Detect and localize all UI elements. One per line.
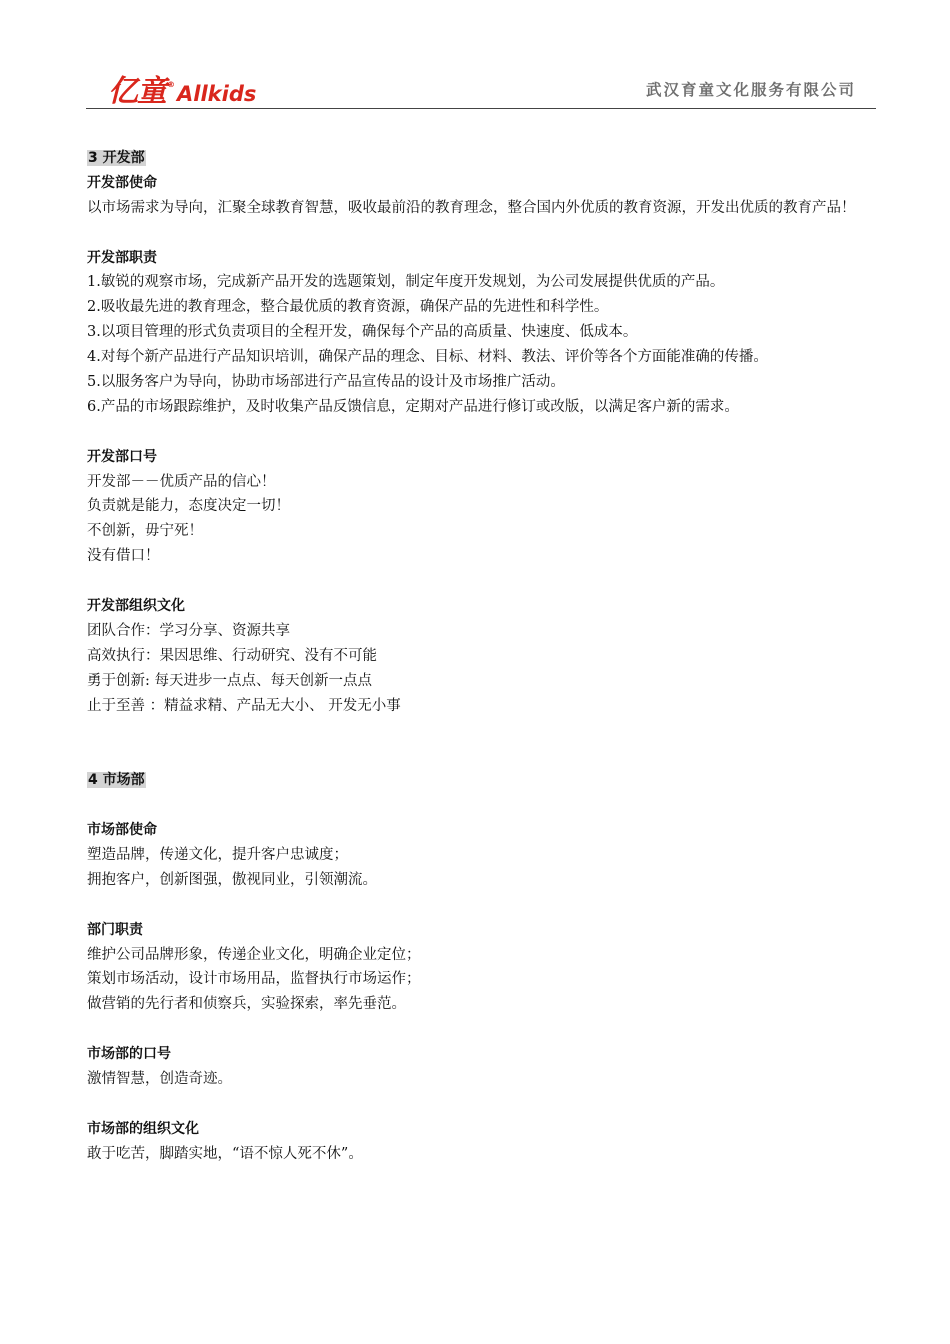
dev-slogan-item: 开发部－－优质产品的信心！ [87, 473, 276, 490]
company-name: 武汉育童文化服务有限公司 [645, 81, 856, 99]
allkids-logo [108, 66, 256, 110]
dev-duty-item: 2.吸收最先进的教育理念，整合最优质的教育资源，确保产品的先进性和科学性。 [87, 299, 609, 316]
dev-culture-item: 团队合作：学习分享、资源共享 [87, 622, 290, 639]
dev-slogan-item: 不创新，毋宁死！ [87, 523, 203, 540]
dev-duty-item: 4.对每个新产品进行产品知识培训，确保产品的理念、目标、材料、教法、评价等各个方面能准确的传播。 [87, 349, 768, 366]
mkt-mission-title: 市场部使命 [87, 822, 157, 839]
dev-duty-item: 6.产品的市场跟踪维护，及时收集产品反馈信息，定期对产品进行修订或改版，以满足客户新的需求。 [87, 398, 739, 415]
mkt-culture-text: 敢于吃苦，脚踏实地，“语不惊人死不休”。 [87, 1145, 363, 1162]
dev-slogan-item: 负责就是能力，态度决定一切！ [87, 498, 290, 515]
dev-culture-item: 高效执行：果因思维、行动研究、没有不可能 [87, 647, 377, 664]
document-body [87, 146, 877, 1167]
mkt-duty-item: 维护公司品牌形象，传递企业文化，明确企业定位； [87, 946, 421, 963]
dev-culture-title: 开发部组织文化 [87, 598, 185, 615]
mkt-culture-title: 市场部的组织文化 [87, 1120, 199, 1137]
dev-culture-item: 止于至善 ：精益求精、产品无大小、 开发无小事 [87, 697, 401, 714]
dev-duty-title: 开发部职责 [87, 249, 157, 266]
page-header [86, 64, 876, 109]
dev-mission-text: 以市场需求为导向，汇聚全球教育智慧，吸收最前沿的教育理念，整合国内外优质的教育资源，开发出优质的教育产品！ [87, 199, 856, 216]
mkt-mission-item: 塑造品牌，传递文化，提升客户忠诚度； [87, 846, 348, 863]
section-4-title: 4 市场部 [88, 772, 145, 789]
mkt-duty-item: 做营销的先行者和侦察兵，实验探索，率先垂范。 [87, 996, 406, 1013]
mkt-mission-item: 拥抱客户，创新图强，傲视同业，引领潮流。 [87, 871, 377, 888]
mkt-duty-item: 策划市场活动，设计市场用品，监督执行市场运作； [87, 971, 421, 988]
dev-duty-item: 1.敏锐的观察市场，完成新产品开发的选题策划，制定年度开发规划，为公司发展提供优质的产品。 [87, 274, 725, 291]
dev-slogan-title: 开发部口号 [87, 448, 157, 465]
section-3-title: 3 开发部 [88, 150, 145, 166]
dev-slogan-item: 没有借口！ [87, 548, 160, 565]
dev-duty-item: 3.以项目管理的形式负责项目的全程开发，确保每个产品的高质量、快速度、低成本。 [87, 324, 638, 341]
mkt-slogan-title: 市场部的口号 [87, 1046, 171, 1063]
dev-culture-item: 勇于创新: 每天进步一点点、每天创新一点点 [87, 672, 372, 689]
mkt-slogan-text: 激情智慧，创造奇迹。 [87, 1070, 232, 1087]
logo-english: Allkids [177, 82, 257, 106]
logo-chinese: 亿童 [108, 74, 166, 109]
logo-registered-mark: ® [167, 80, 175, 89]
dev-mission-title: 开发部使命 [87, 174, 157, 191]
mkt-duty-title: 部门职责 [87, 921, 143, 938]
dev-duty-item: 5.以服务客户为导向，协助市场部进行产品宣传品的设计及市场推广活动。 [87, 374, 565, 391]
